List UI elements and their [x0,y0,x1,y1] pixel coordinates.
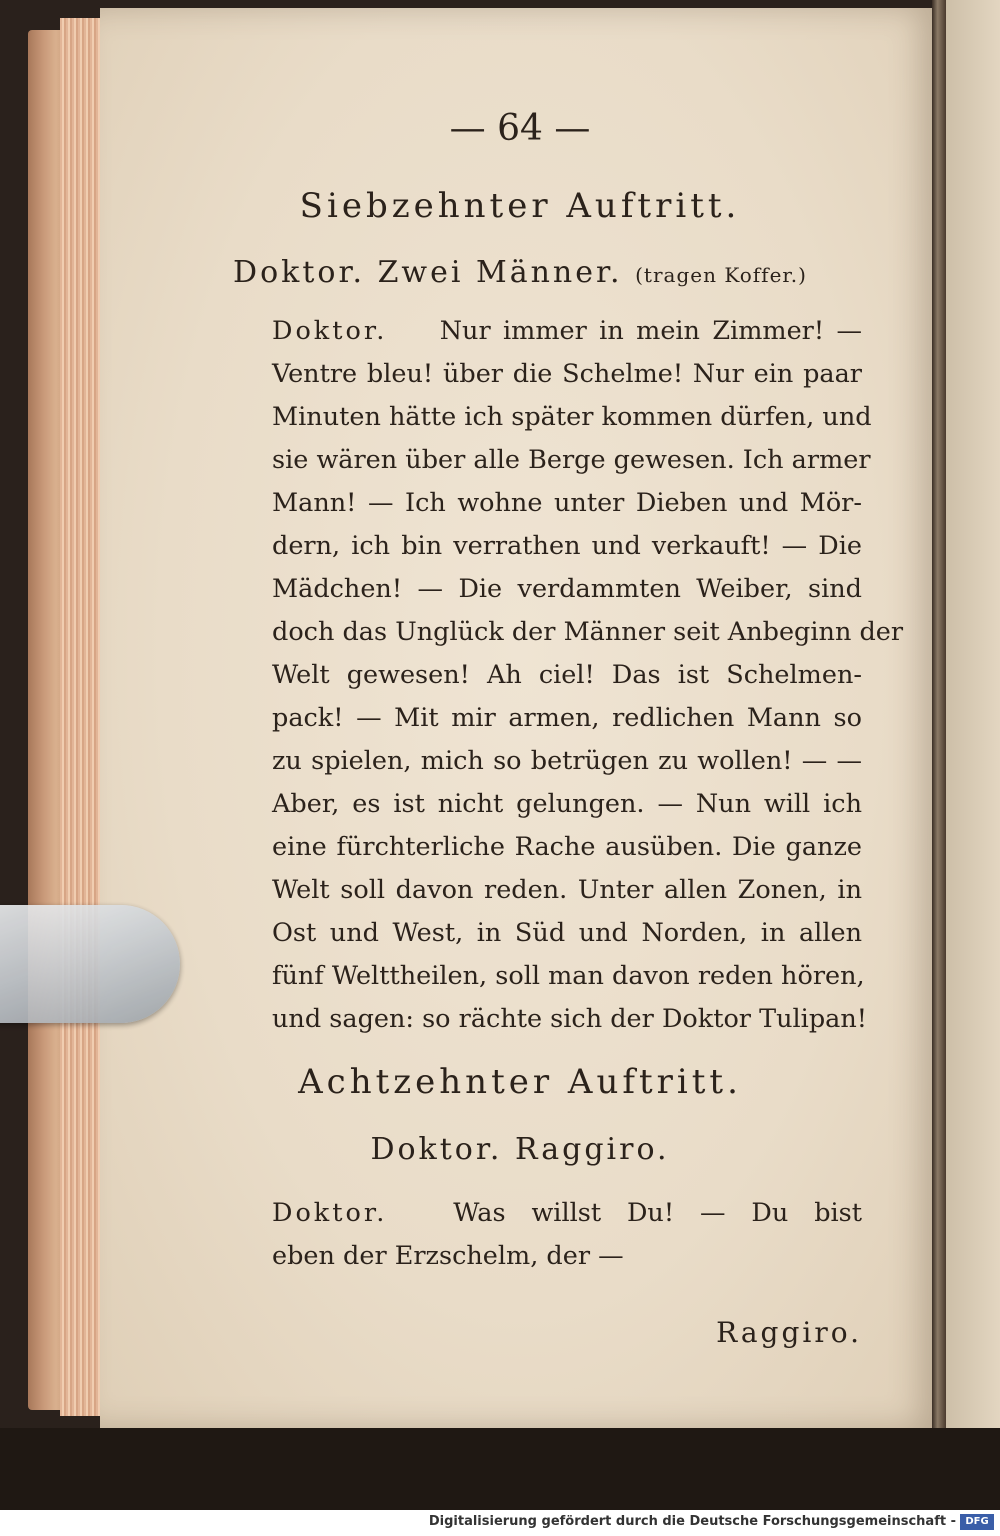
footer-bar [0,1510,1000,1536]
text-line: doch das Unglück der Männer seit Anbeginn der [272,617,904,647]
text-line: Aber, es ist nicht gelungen. — Nun will ich [272,789,862,819]
facing-page-edge [946,0,1000,1440]
scene-17-cast-names: Doktor. Zwei Männer. [233,255,623,290]
scan-background [0,1428,1000,1510]
text-line: Was willst Du! — Du bist [453,1198,863,1228]
text-line: Welt gewesen! Ah ciel! Das ist Schelmen- [272,660,862,690]
text-line: sie wären über alle Berge gewesen. Ich armer [272,445,871,475]
text-line: Welt soll davon reden. Unter allen Zonen, in [272,875,862,905]
scene-17-cast [100,255,940,290]
text-line: Mann! — Ich wohne unter Dieben und Mör- [272,488,862,518]
text-line: eben der Erzschelm, der — [272,1241,624,1271]
page-holder-clip [0,905,180,1023]
scene-17-stage-direction: (tragen Koffer.) [635,263,807,287]
text-line: zu spielen, mich so betrügen zu wollen! — — [272,746,862,776]
scene-17-speaker: Doktor. [272,316,388,346]
text-line: Nur immer in mein Zimmer! — [439,316,862,346]
scene-17-first-line [272,316,862,346]
dfg-logo: DFG [960,1514,994,1530]
text-line: Ost und West, in Süd und Norden, in allen [272,918,862,948]
text-line: und sagen: so rächte sich der Doktor Tulipan! [272,1004,868,1034]
scene-18-heading: Achtzehnter Auftritt. [298,1062,742,1102]
text-line: Mädchen! — Die verdammten Weiber, sind [272,574,862,604]
text-line: dern, ich bin verrathen und verkauft! — Die [272,531,862,561]
scene-17-heading: Siebzehnter Auftritt. [299,186,741,226]
text-line: fünf Welttheilen, soll man davon reden hören, [272,961,865,991]
scene-18-cast: Doktor. Raggiro. [370,1132,670,1167]
scene-18-next-speaker: Raggiro. [716,1316,862,1349]
text-line: eine fürchterliche Rache ausüben. Die ganze [272,832,862,862]
text-line: Minuten hätte ich später kommen dürfen, und [272,402,872,432]
funding-notice: Digitalisierung gefördert durch die Deutsche Forschungsgemeinschaft - [428,1514,956,1529]
text-line: Ventre bleu! über die Schelme! Nur ein paar [272,359,862,389]
scene-18-first-line [272,1198,862,1228]
page-number: — 64 — [449,108,591,149]
scene-18-speaker: Doktor. [272,1198,388,1228]
text-line: pack! — Mit mir armen, redlichen Mann so [272,703,862,733]
